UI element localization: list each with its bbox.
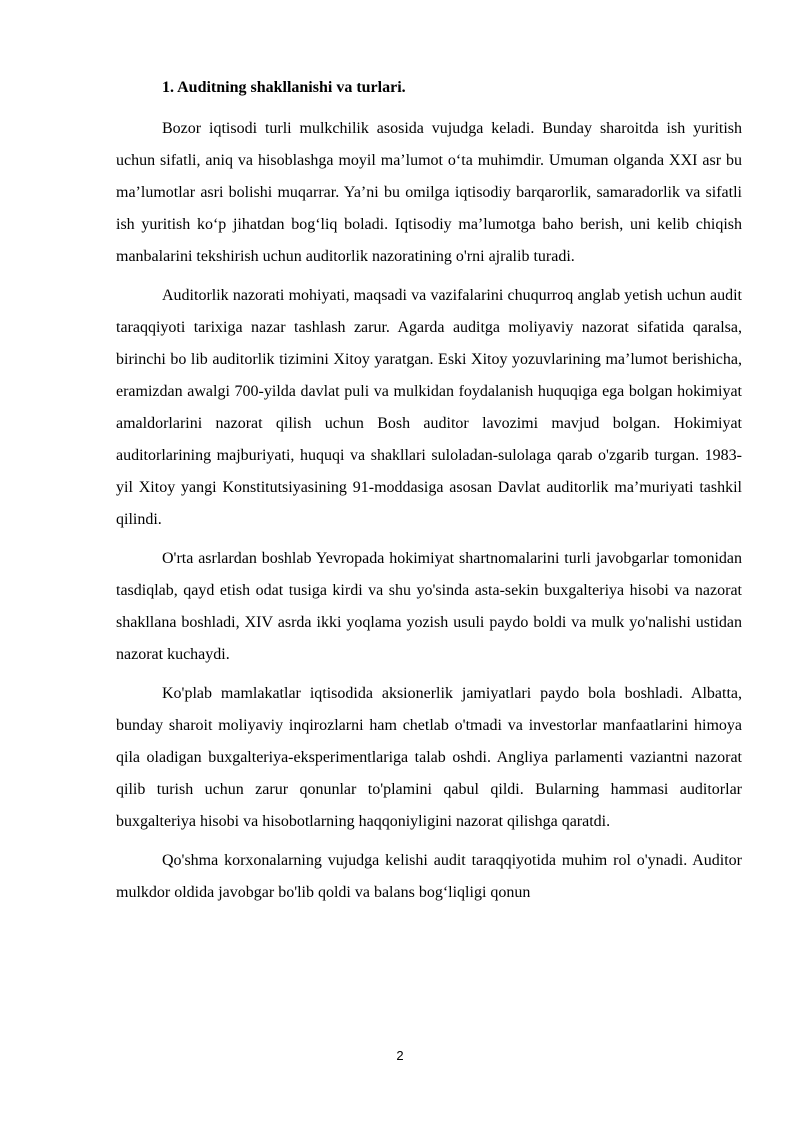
document-page bbox=[116, 72, 742, 916]
paragraph-middle-ages-europe: O'rta asrlardan boshlab Yevropada hokimiyat shartnomalarini turli javobgarlar tomonidan tasdiqlab, qayd etish odat tusiga kirdi va shu yo'sinda asta-sekin buxgalteriya hisobi va nazorat shakllana boshladi, XIV asrda ikki yoqlama yozish usuli paydo boldi va mulk yo'nalishi ustidan nazorat kuchaydi. bbox=[116, 550, 742, 663]
paragraph-joint-ventures: Qo'shma korxonalarning vujudga kelishi audit taraqqiyotida muhim rol o'ynadi. Auditor mulkdor oldida javobgar bo'lib qoldi va balans bog‘liqligi qonun bbox=[116, 852, 742, 901]
paragraph-audit-history-china: Auditorlik nazorati mohiyati, maqsadi va vazifalarini chuqurroq anglab yetish uchun audit taraqqiyoti tarixiga nazar tashlash zarur. Agarda auditga moliyaviy nazorat sifatida qaralsa, birinchi bo lib auditorlik tizimini Xitoy yaratgan. Eski Xitoy yozuvlarining ma’lumot berishicha, eramizdan awalgi 700-yilda davlat puli va mulkidan foydalanish huquqiga ega bolgan hokimiyat amaldorlarini nazorat qilish uchun Bosh auditor lavozimi mavjud bolgan. Hokimiyat auditorlarining majburiyati, huquqi va shakllari suloladan-sulolaga qarab o'zgarib turgan. 1983-yil Xitoy yangi Konstitutsiyasining 91-moddasiga asosan Davlat auditorlik ma’muriyati tashkil qilindi. bbox=[116, 287, 742, 528]
page-number: 2 bbox=[396, 1048, 404, 1063]
section-heading: 1. Auditning shakllanishi va turlari. bbox=[162, 79, 406, 96]
paragraph-market-economy: Bozor iqtisodi turli mulkchilik asosida vujudga keladi. Bunday sharoitda ish yuritish uchun sifatli, aniq va hisoblashga moyil ma’lumot o‘ta muhimdir. Umuman olganda XXI asr bu ma’lumotlar asri bolishi muqarrar. Ya’ni bu omilga iqtisodiy barqarorlik, samaradorlik va sifatli ish yuritish ko‘p jihatdan bog‘liq boladi. Iqtisodiy ma’lumotga baho berish, uni kelib chiqish manbalarini tekshirish uchun auditorlik nazoratining o'rni ajralib turadi. bbox=[116, 120, 742, 265]
paragraph-joint-stock-companies: Ko'plab mamlakatlar iqtisodida aksionerlik jamiyatlari paydo bola boshladi. Albatta, bunday sharoit moliyaviy inqirozlarni ham chetlab o'tmadi va investorlar manfaatlarini himoya qila oladigan buxgalteriya-eksperimentlariga talab oshdi. Angliya parlamenti vaziantni nazorat qilib turish uchun zarur qonunlar to'plamini qabul qildi. Bularning hammasi auditorlar buxgalteriya hisobi va hisobotlarning haqqoniyligini nazorat qilishga qaratdi. bbox=[116, 685, 742, 830]
